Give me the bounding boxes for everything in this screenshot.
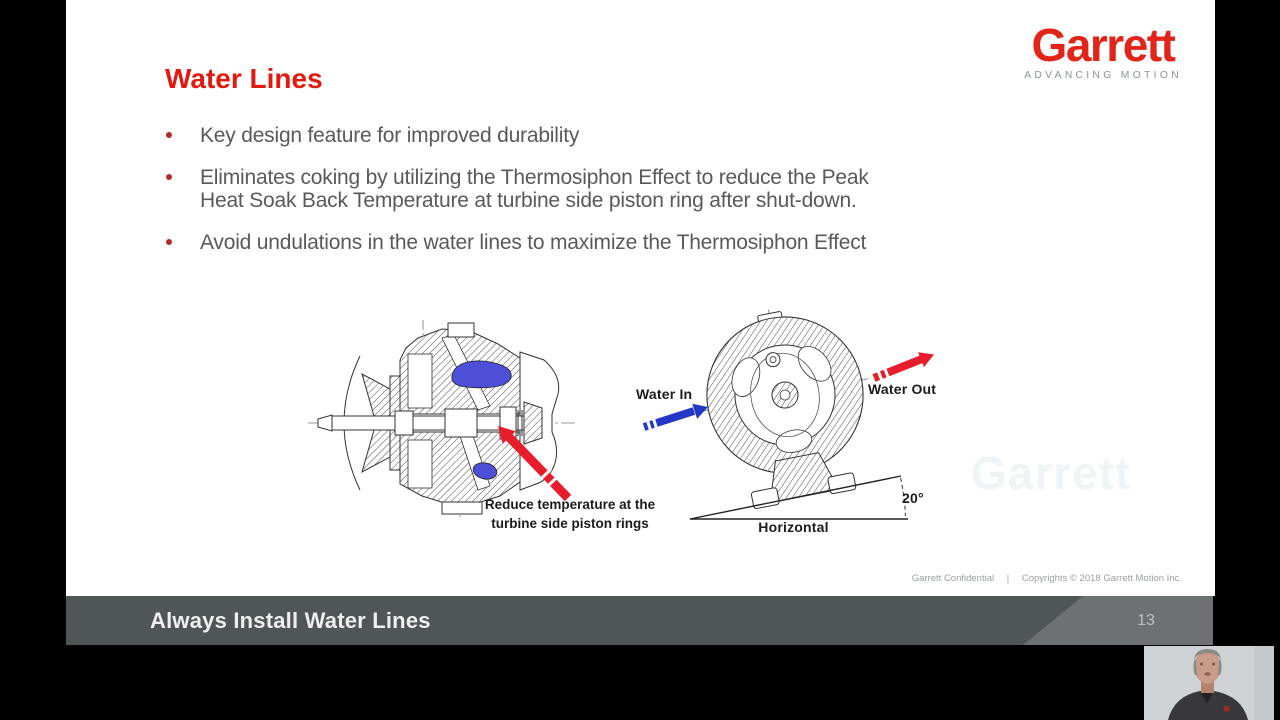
bullet-text-line: Eliminates coking by utilizing the Thermosiphon Effect to reduce the Peak xyxy=(200,166,869,189)
takeaway-title: Always Install Water Lines xyxy=(150,608,431,633)
bullet-dot-icon xyxy=(166,239,172,245)
separator: | xyxy=(1006,573,1010,584)
takeaway-bar xyxy=(66,596,1213,645)
bearing-housing-diagram xyxy=(630,300,950,545)
presenter-figure xyxy=(1144,646,1274,720)
faint-watermark: Garrett xyxy=(971,447,1132,499)
garrett-logo-wordmark: Garrett xyxy=(1031,19,1175,71)
confidentiality-note xyxy=(907,573,1187,584)
page-number: 13 xyxy=(1137,612,1155,629)
bullet-item xyxy=(200,166,869,212)
bullet-dot-icon xyxy=(166,174,172,180)
presentation-slide xyxy=(66,0,1215,596)
water-in-arrow-icon xyxy=(644,404,708,431)
bullet-text-line: Heat Soak Back Temperature at turbine side piston ring after shut-down. xyxy=(200,189,857,212)
water-in-label: Water In xyxy=(636,386,693,402)
copyright-text: Copyrights © 2018 Garrett Motion Inc. xyxy=(1021,573,1182,584)
presenter-webcam xyxy=(1144,646,1274,720)
water-out-label: Water Out xyxy=(868,381,937,397)
water-out-arrow-icon xyxy=(874,352,934,381)
angle-label: 20° xyxy=(902,490,924,506)
slide-title: Water Lines xyxy=(165,62,323,94)
reduce-temperature-caption: Reduce temperature at the turbine side piston rings xyxy=(484,497,656,531)
bullet-text: Key design feature for improved durability xyxy=(200,124,580,147)
turbo-cross-section-diagram xyxy=(302,318,582,518)
garrett-logo-tagline: ADVANCING MOTION xyxy=(1024,69,1182,81)
bullet-text: Avoid undulations in the water lines to maximize the Thermosiphon Effect xyxy=(200,231,867,254)
bullet-item xyxy=(200,231,866,254)
bullet-item xyxy=(200,124,579,147)
confidential-text: Garrett Confidential xyxy=(911,573,995,584)
takeaway-bar-accent xyxy=(955,596,1213,645)
garrett-logo xyxy=(1018,19,1188,81)
horizontal-label: Horizontal xyxy=(758,519,829,535)
bullet-dot-icon xyxy=(166,132,172,138)
